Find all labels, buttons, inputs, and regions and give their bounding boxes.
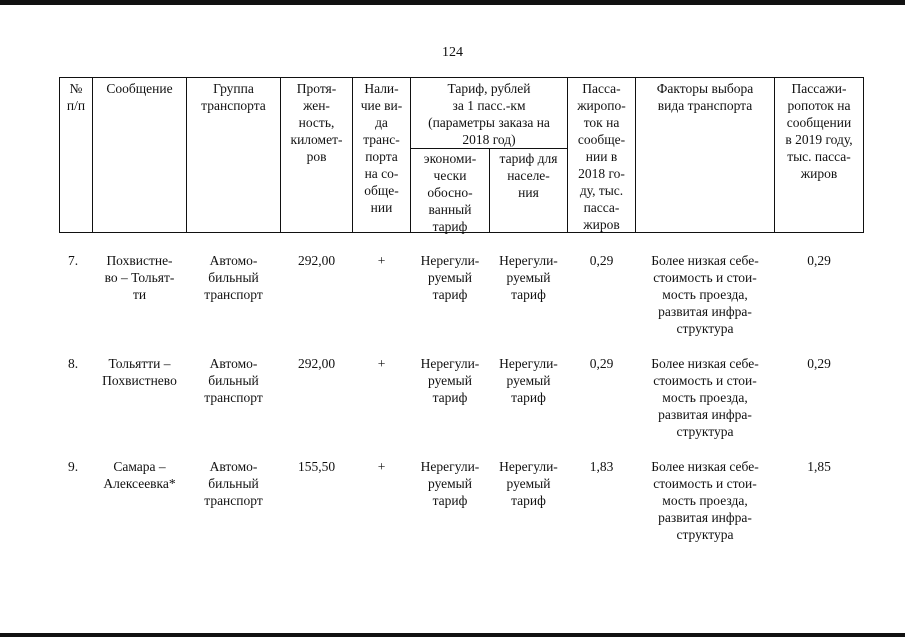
row-group: Автомо- бильный транспорт	[204, 459, 263, 508]
bottom-border-bar	[0, 633, 905, 637]
header-flow2018: Пасса- жиропо- ток на сообще- нии в 2018 го- ду, тыс. пасса- жиров	[577, 81, 626, 232]
row-factors: Более низкая себе- стоимость и стои- мость проезда, развитая инфра- структура	[651, 356, 759, 439]
header-route: Сообщение	[106, 81, 173, 96]
header-tariff: Тариф, рублей за 1 пасс.-км (параметры заказа на 2018 год)	[428, 81, 550, 147]
row-flow2018: 0,29	[589, 253, 614, 268]
header-tariff-pop: тариф для населе- ния	[499, 151, 558, 200]
header-length: Протя- жен- ность, километ- ров	[290, 81, 343, 164]
row-length: 292,00	[297, 253, 336, 268]
row-flow2019: 0,29	[807, 356, 831, 371]
row-presence: +	[377, 356, 386, 371]
row-group: Автомо- бильный транспорт	[204, 356, 263, 405]
row-flow2018: 0,29	[589, 356, 614, 371]
row-flow2019: 1,85	[807, 459, 831, 474]
row-tariff-econ: Нерегули- руемый тариф	[420, 356, 480, 405]
top-border-bar	[0, 0, 905, 5]
row-num: 7.	[68, 253, 79, 268]
row-flow2019: 0,29	[807, 253, 831, 268]
table-header	[59, 77, 864, 233]
header-num: № п/п	[66, 81, 86, 113]
row-length: 155,50	[297, 459, 336, 474]
header-flow2019: Пассажи- ропоток на сообщении в 2019 году, тыс. пасса- жиров	[785, 81, 853, 181]
row-num: 8.	[68, 356, 79, 371]
row-factors: Более низкая себе- стоимость и стои- мость проезда, развитая инфра- структура	[651, 253, 759, 336]
row-tariff-pop: Нерегули- руемый тариф	[499, 356, 558, 405]
header-vline	[92, 77, 93, 233]
row-presence: +	[377, 459, 386, 474]
row-num: 9.	[68, 459, 79, 474]
row-route: Тольятти – Похвистнево	[102, 356, 177, 388]
header-presence: Нали- чие ви- да транс- порта на со- обще- нии	[360, 81, 403, 215]
header-vline	[863, 77, 864, 233]
row-group: Автомо- бильный транспорт	[204, 253, 263, 302]
row-route: Похвистне- во – Тольят- ти	[104, 253, 175, 302]
row-presence: +	[377, 253, 386, 268]
row-factors: Более низкая себе- стоимость и стои- мость проезда, развитая инфра- структура	[651, 459, 759, 542]
page-number: 124	[442, 45, 463, 60]
row-tariff-econ: Нерегули- руемый тариф	[420, 459, 480, 508]
row-length: 292,00	[297, 356, 336, 371]
header-factors: Факторы выбора вида транспорта	[656, 81, 754, 113]
row-flow2018: 1,83	[589, 459, 614, 474]
row-tariff-econ: Нерегули- руемый тариф	[420, 253, 480, 302]
row-route: Самара – Алексеевка*	[103, 459, 176, 491]
header-top-rule	[59, 77, 864, 78]
header-group: Группа транспорта	[201, 81, 266, 113]
row-tariff-pop: Нерегули- руемый тариф	[499, 253, 558, 302]
header-tariff-econ: экономи- чески обосно- ванный тариф	[423, 151, 477, 234]
row-tariff-pop: Нерегули- руемый тариф	[499, 459, 558, 508]
